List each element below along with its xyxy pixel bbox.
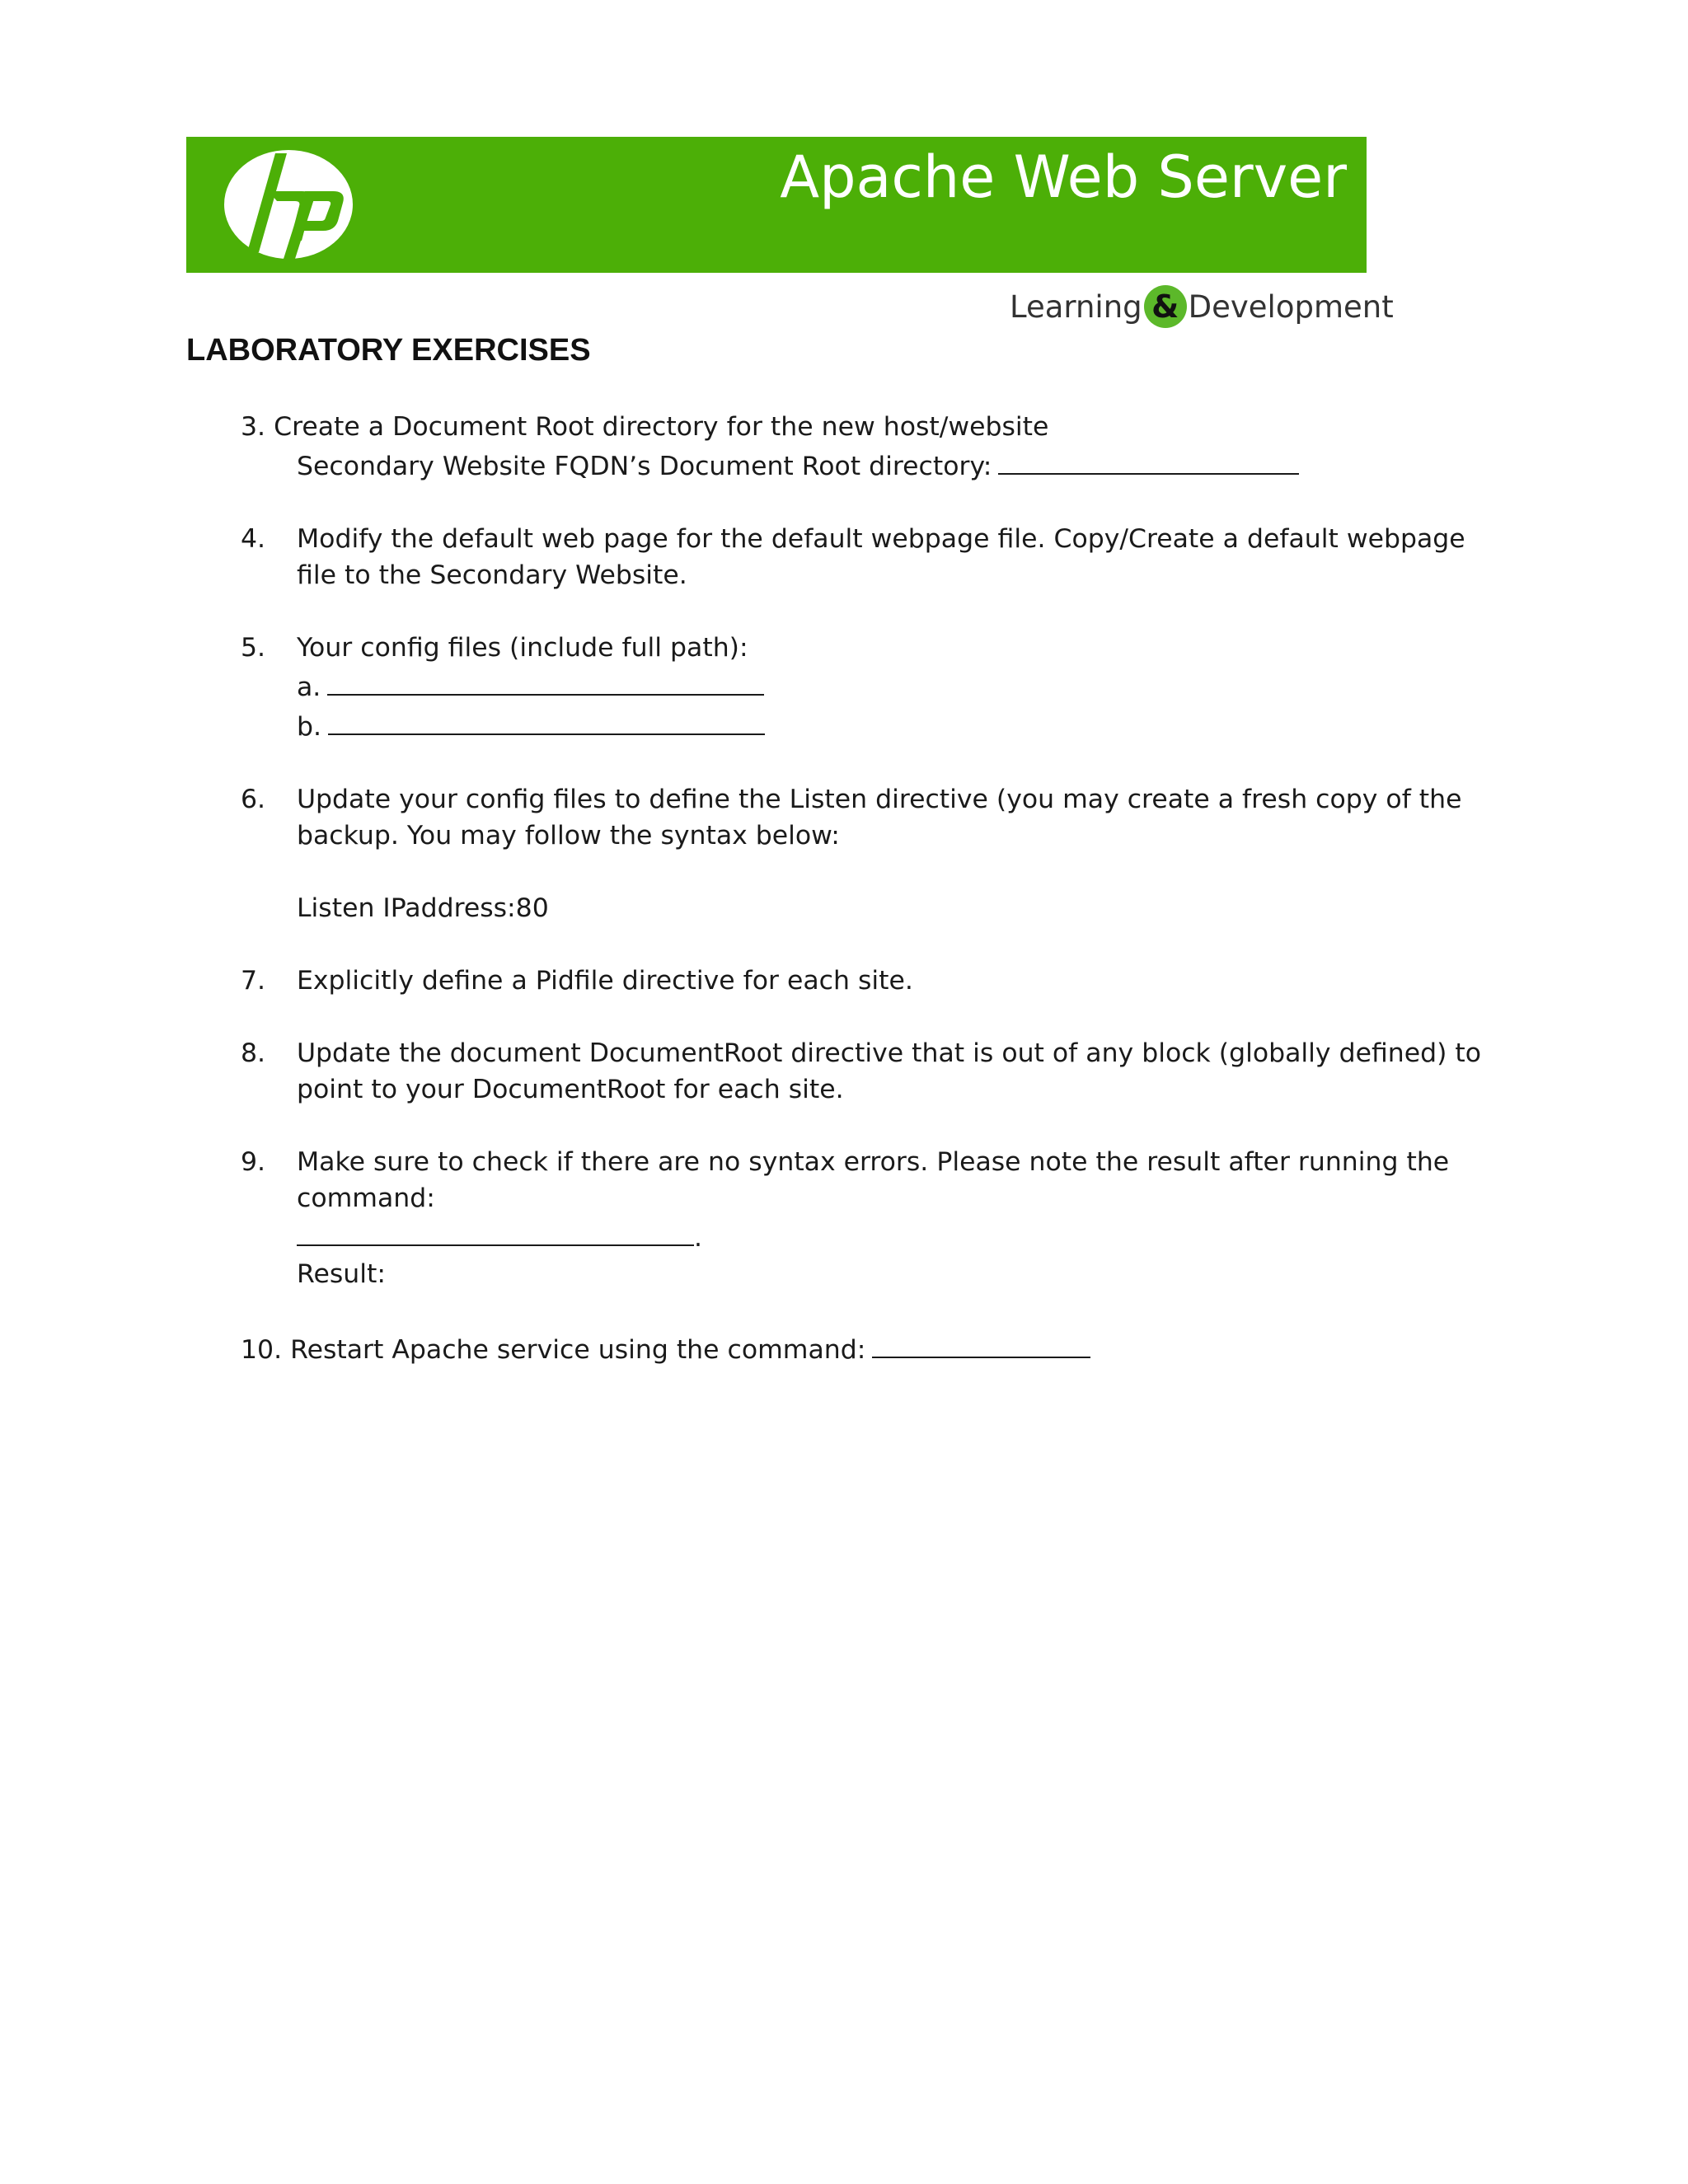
item-number: 8. (241, 1038, 266, 1068)
item-text: Update the document DocumentRoot directive that is out of any block (globally defined) to point to your DocumentRoot for each site. (297, 1038, 1482, 1104)
exercise-item-10 (241, 1329, 1510, 1368)
item-number: 7. (241, 966, 266, 996)
answer-blank-a[interactable] (327, 666, 764, 696)
page-title: LABORATORY EXERCISES (186, 333, 591, 368)
item-text: Create a Document Root directory for the new host/website (274, 412, 1049, 442)
item-number: 6. (241, 785, 266, 814)
item-text: Your config files (include full path): (297, 633, 748, 663)
item-text: Make sure to check if there are no syntax errors. Please note the result after running the command: (297, 1147, 1450, 1213)
item-text: Modify the default web page for the default webpage file. Copy/Create a default webpage file to the Secondary Website. (297, 524, 1465, 590)
item-number: 10. (241, 1335, 283, 1365)
exercise-item-3 (241, 409, 1510, 485)
exercise-item-4 (241, 521, 1510, 593)
exercise-item-7 (241, 963, 1510, 999)
exercise-item-9 (241, 1144, 1510, 1292)
answer-blank-b[interactable] (328, 705, 765, 735)
exercise-item-5 (241, 630, 1510, 745)
sub-label-b: b. (297, 712, 322, 742)
item-number: 3. (241, 412, 266, 442)
learning-development-tagline (1010, 284, 1394, 330)
ampersand-badge: & (1144, 285, 1187, 328)
tagline-left: Learning (1010, 288, 1142, 325)
exercise-item-8 (241, 1035, 1510, 1108)
answer-blank[interactable] (872, 1329, 1090, 1358)
banner-title: Apache Web Server (780, 143, 1347, 211)
item-text: Update your config files to define the Listen directive (you may create a fresh copy of the backup. You may follow the syntax below: (297, 785, 1462, 851)
exercise-list (241, 409, 1510, 1368)
answer-blank[interactable] (998, 445, 1299, 475)
exercise-item-6 (241, 781, 1510, 926)
header-banner (186, 137, 1367, 273)
hp-logo-icon (223, 148, 354, 260)
blank-period: . (694, 1223, 703, 1253)
item-number: 9. (241, 1147, 266, 1177)
item-number: 4. (241, 524, 266, 554)
result-label: Result: (297, 1259, 386, 1289)
answer-blank[interactable] (297, 1216, 694, 1246)
tagline-right: Development (1188, 288, 1394, 325)
item-text: Explicitly define a Pidfile directive for each site. (297, 966, 913, 996)
sub-label-a: a. (297, 673, 321, 702)
item-text: Secondary Website FQDN’s Document Root directory: (297, 452, 992, 481)
item-number: 5. (241, 633, 266, 663)
item-text: Restart Apache service using the command: (290, 1335, 866, 1365)
syntax-example: Listen IPaddress:80 (297, 893, 549, 923)
